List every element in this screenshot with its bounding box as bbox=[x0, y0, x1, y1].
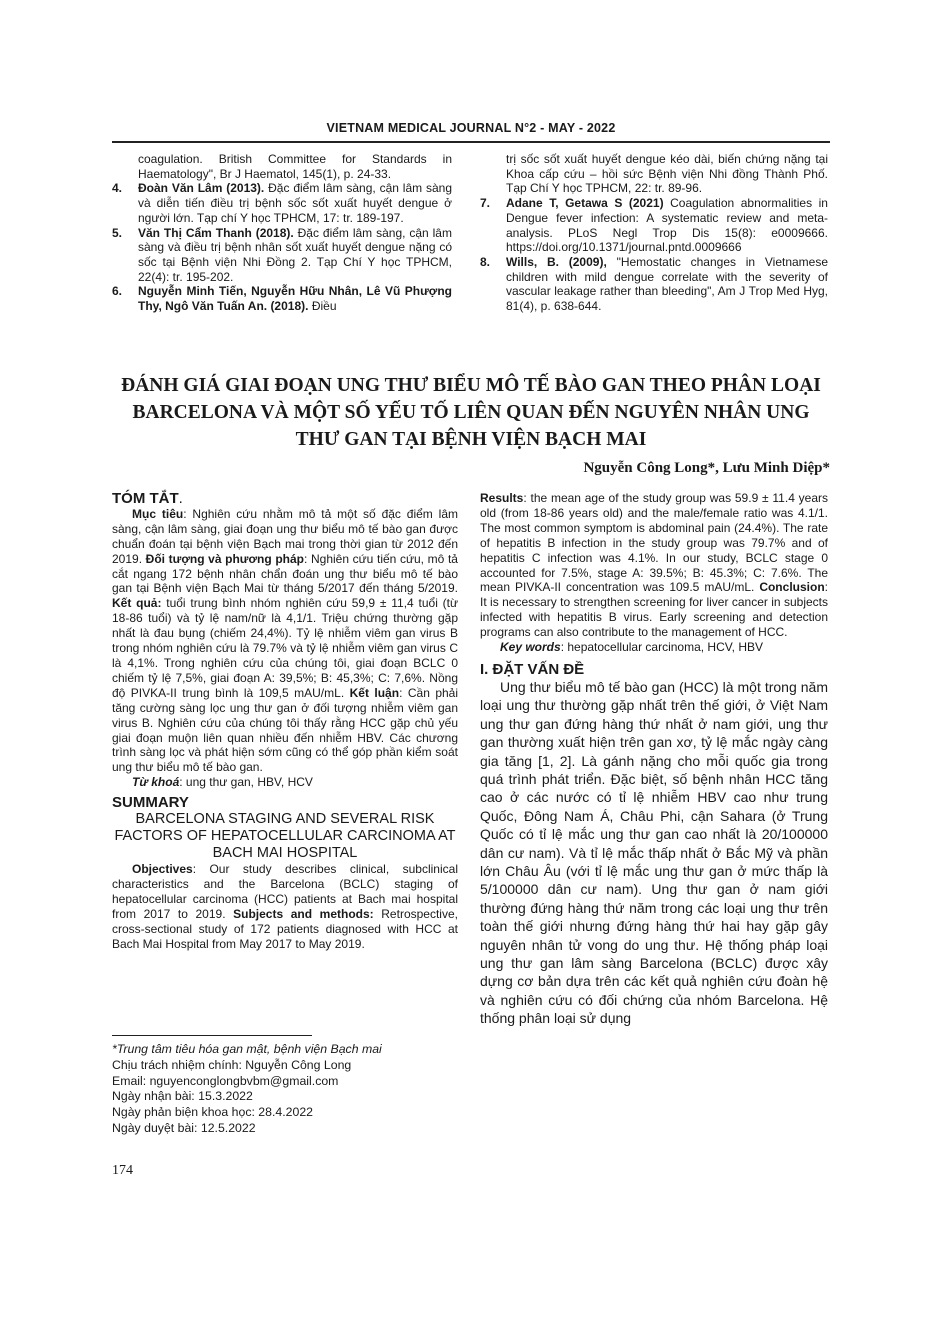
tom-tat-keywords: Từ khoá: ung thư gan, HBV, HCV bbox=[132, 775, 313, 790]
page-number: 174 bbox=[112, 1163, 133, 1178]
right-column bbox=[480, 491, 828, 1028]
footnote-responsible: Chịu trách nhiệm chính: Nguyễn Công Long bbox=[112, 1057, 352, 1072]
summary-title: BARCELONA STAGING AND SEVERAL RISK FACTORS OF HEPATOCELLULAR CARCINOMA AT BACH MAI HOSPITAL bbox=[114, 811, 456, 862]
reference-item: 7. Adane T, Getawa S (2021) Coagulation abnormalities in Dengue fever infection: A systematic review and meta-analysis. PLoS Negl Trop Dis 15(8): e0009666. https://doi.org/10.1371/journal.pntd.0009666 bbox=[480, 196, 828, 255]
reference-item: 8. Wills, B. (2009), "Hemostatic changes in Vietnamese children with mild dengue correlate with the severity of vascular leakage rather than bleeding", Am J Trop Med Hyg, 81(4), p. 638-644. bbox=[480, 254, 829, 314]
summary-abstract-continued: Results: the mean age of the study group was 59.9 ± 11.4 years old (from 18-86 years old) and the male/female ratio was 4.1/1. The most common symptom is abdominal pain (24.4%). The rate of hepatitis B infection in the study group was 79.7% and of hepatitis C infection was 4.1%. In our study, BCLC stage 0 accounted for 7.5%, stage A: 39.5%; B: 45.3%; C: 7.6%. The mean PIVKA-II concentration was 109.5 mAU/mL. Conclusion: It is necessary to strengthen screening for liver cancer in subjects infected with hepatitis B virus. Early screening and detection programs can also contribute to the management of HCC. bbox=[480, 491, 828, 640]
intro-heading: I. ĐẶT VẤN ĐỀ bbox=[480, 660, 585, 678]
reference-item: 6. Nguyễn Minh Tiến, Nguyễn Hữu Nhân, Lê Vũ Phượng Thy, Ngô Văn Tuấn An. (2018). Điều bbox=[112, 284, 452, 314]
reference-item: trị sốc sốt xuất huyết dengue kéo dài, biến chứng nặng tại Khoa cấp cứu – hồi sức Bệnh viện Nhi đồng Thành Phố. Tạp Chí Y học TPHCM, 22: tr. 89-96. bbox=[506, 152, 828, 196]
references-left-column bbox=[112, 152, 452, 314]
reference-item: 4. Đoàn Văn Lâm (2013). Đặc điểm lâm sàng, cận lâm sàng và diễn tiến điều trị bệnh sốc sốt xuất huyết dengue ở người lớn. Tạp chí Y học TPHCM, 17: tr. 189-197. bbox=[112, 181, 452, 225]
article-authors: Nguyễn Công Long*, Lưu Minh Diệp* bbox=[583, 460, 830, 476]
footnote-received: Ngày nhận bài: 15.3.2022 bbox=[112, 1089, 253, 1104]
reference-item: 5. Văn Thị Cẩm Thanh (2018). Đặc điểm lâm sàng, cận lâm sàng và điều trị bệnh nhân sốt xuất huyết dengue nặng có sốc tại Bệnh viện Nhi Đồng 2. Tạp Chí Y học TPHCM, 22(4): tr. 195-202. bbox=[112, 225, 452, 284]
summary-heading: SUMMARY bbox=[112, 794, 189, 812]
summary-abstract-start: Objectives: Our study describes clinical, subclinical characteristics and the Barcelona (BCLC) staging of hepatocellular carcinoma (HCC) patients at Bach mai hospital from 2017 to 2019. Subjects and methods: Retrospective, cross-sectional study of 172 patients diagnosed with HCC at Bach Mai Hospital from May 2017 to May 2019. bbox=[112, 862, 458, 951]
article-title: ĐÁNH GIÁ GIAI ĐOẠN UNG THƯ BIỂU MÔ TẾ BÀO GAN THEO PHÂN LOẠI BARCELONA VÀ MỘT SỐ YẾU TỐ LIÊN QUAN ĐẾN NGUYÊN NHÂN UNG THƯ GAN TẠI BỆNH VIỆN BẠCH MAI bbox=[121, 375, 821, 450]
summary-keywords: Key words: hepatocellular carcinoma, HCV, HBV bbox=[500, 640, 764, 655]
footnote-accepted: Ngày duyệt bài: 12.5.2022 bbox=[112, 1120, 256, 1135]
running-header: VIETNAM MEDICAL JOURNAL N°2 - MAY - 2022 bbox=[112, 121, 830, 143]
footnotes bbox=[112, 1035, 458, 1137]
tom-tat-abstract: Mục tiêu: Nghiên cứu nhằm mô tả một số đặc điểm lâm sàng, cận lâm sàng, giai đoạn ung thư biểu mô tế bào gan được chuẩn đoán tại bệnh viện Bạch mai trong thời gian từ 2012 đến 2019. Đối tượng và phương pháp: Nghiên cứu tiến cứu, mô tả cắt ngang 172 bệnh nhân chẩn đoán ung thư biểu mô tế bào gan tại Bệnh viện Bạch Mai từ tháng 5/2017 đến tháng 5/2019. Kết quả: tuổi trung bình nhóm nghiên cứu 59,9 ± 11,4 tuổi (từ 18-86 tuổi) và tỷ lệ nam/nữ là 4,1/1. Triệu chứng thường gặp nhất là đau bụng (chiếm 24,4%). Tỷ lệ nhiễm viêm gan virus B trong nhóm nghiên cứu là 79.7% và tỷ lệ nhiễm viêm gan virus C là 4,1%. Trong nghiên cứu của chúng tôi, giai đoạn BCLC 0 chiếm tỷ lệ 7,5%, giai đoạn A: 39,5%; B: 45,3%; C: 7,6%. Nồng độ PIVKA-II trung bình là 109,5 mAU/mL. Kết luận: Cần phải tăng cường sàng lọc ung thư gan ở đối tượng nhiễm viêm gan virus B. Nghiên cứu của chúng tôi thấy rằng HCC gặp chủ yếu giai đoạn muộn liên quan nhiều đến nhiễm HBV. Các chương trình sàng lọc và phát hiện sớm cũng có thể góp phần kiểm soát ung thư biểu mô tế bào gan. bbox=[112, 506, 459, 775]
footnote-affiliation: *Trung tâm tiêu hóa gan mật, bệnh viện Bạch mai bbox=[112, 1042, 382, 1056]
references-right-column bbox=[480, 152, 828, 314]
reference-item: coagulation. British Committee for Standards in Haematology", Br J Haematol, 145(1), p. 24-33. bbox=[138, 152, 452, 181]
tom-tat-heading: TÓM TẮT. bbox=[112, 490, 183, 507]
footnote-email: Email: nguyenconglongbvbm@gmail.com bbox=[112, 1073, 339, 1088]
left-column bbox=[112, 492, 458, 951]
footnote-divider bbox=[112, 1035, 312, 1036]
footnote-reviewed: Ngày phản biện khoa học: 28.4.2022 bbox=[112, 1105, 314, 1120]
intro-text: Ung thư biểu mô tế bào gan (HCC) là một trong năm loại ung thư thường gặp nhất trên thế giới, ở Việt Nam ung thư gan đứng hàng thứ nhất ở nam giới, ung thư gan thường xuất hiện trên gan xơ, tỷ lệ mắc ngày càng gia tăng [1, 2]. Là gánh nặng cho mỗi quốc gia trong quá trình phát triển. Đặc biệt, số bệnh nhân HCC tăng cao ở các nước có tỉ lệ nhiễm HBV cao như trung Quốc, Đông Nam Á, Châu Phi, cận Sahara (ở Trung Quốc có tỉ lệ mắc ung thư gan cao nhất là 20/100000 dân cư nam). Và tỉ lệ mắc thấp nhất ở Bắc Mỹ và phần lớn Châu Âu (với tỉ lệ mắc ung thư gan ở mức thấp là 5/100000 dân cư nam). Ung thư gan ở nam giới thường đứng hàng thứ năm trong các loại ung thư trên toàn thế giới nhưng đứng hàng thứ hai hay gặp gây nguyên nhân tử vong do ung thư. Hệ thống pháp loại ung thư gan lâm sàng Barcelona (BCLC) được xây dựng cơ bản dựa trên các kết quả nghiên cứu đoàn hệ và nghiên cứu có đối chứng của nhóm Barcelona. Hệ thống phân loại sử dụng bbox=[480, 678, 828, 1027]
